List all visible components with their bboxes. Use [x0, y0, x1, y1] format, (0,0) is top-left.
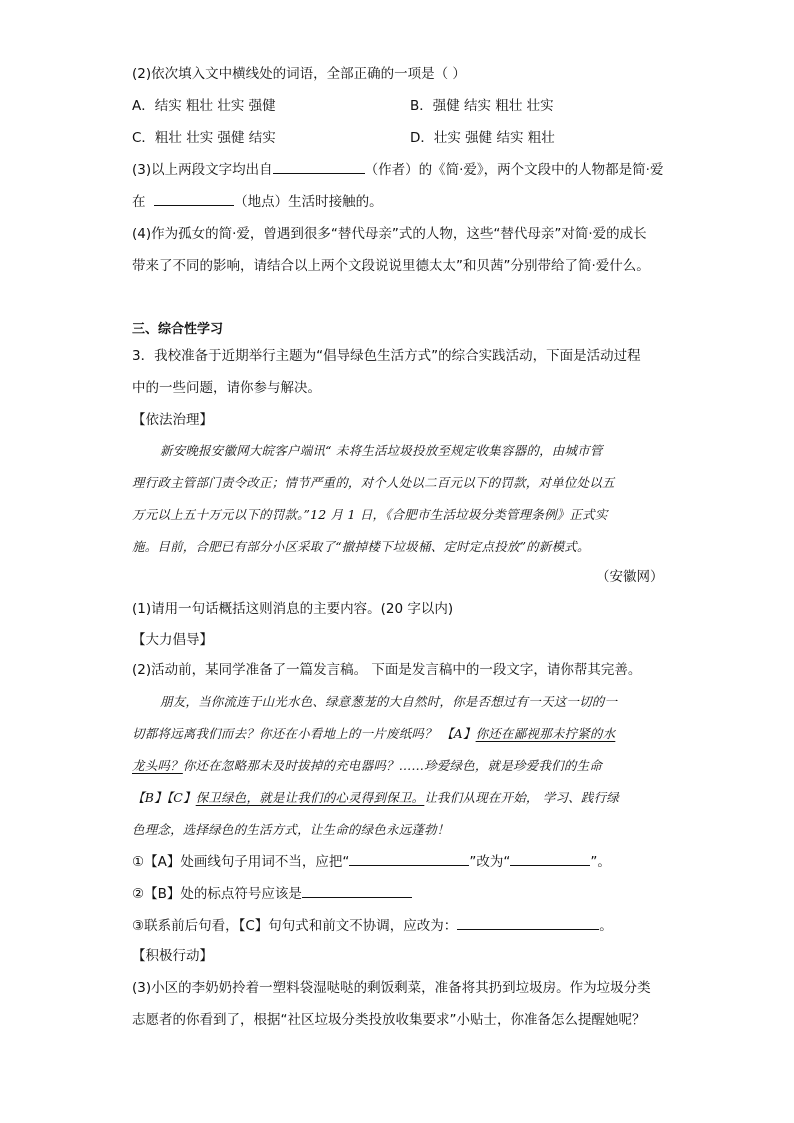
news-line-1: 新安晚报安徽网大皖客户端讯“ 未将生活垃圾投放至规定收集容器的，由城市管	[160, 443, 603, 458]
tag-action: 【积极行动】	[132, 948, 213, 964]
speech-line-1: 朋友，当你流连于山光水色、绿意葱茏的大自然时，你是否想过有一天这一切的一	[160, 694, 618, 709]
speech-marker-bc: 【B】【C】	[132, 790, 196, 805]
item-1	[132, 852, 611, 872]
q3-text-1: (3)以上两段文字均出自	[132, 162, 273, 178]
q2-option-c[interactable]: C．粗壮 壮实 强健 结实	[132, 130, 276, 146]
subquestion-3-line-2: 志愿者的你看到了，根据“社区垃圾分类投放收集要求”小贴士，你准备怎么提醒她呢？	[132, 1012, 646, 1028]
author-blank[interactable]	[273, 160, 365, 174]
subquestion-3-line-1: (3)小区的李奶奶拎着一塑料袋湿哒哒的剩饭剩菜，准备将其扔到垃圾房。作为垃圾分类	[132, 980, 651, 996]
location-blank[interactable]	[154, 192, 234, 206]
item-1-text-a: ①【A】处画线句子用词不当，应把“	[132, 854, 350, 870]
punctuation-blank[interactable]	[302, 884, 412, 898]
q3-text-4: （地点）生活时接触的。	[234, 194, 383, 210]
item-2-text: ②【B】处的标点符号应该是	[132, 886, 302, 902]
speech-text-2a: 切都将远离我们而去？你还在小看地上的一片废纸吗？ 【A】	[132, 726, 476, 741]
correct-word-blank[interactable]	[510, 852, 590, 866]
item-1-text-b: ”改为“	[469, 854, 511, 870]
item-3	[132, 916, 613, 936]
speech-text-3b: 你还在忽略那未及时拔掉的充电器吗？……珍爱绿色，就是珍爱我们的生命	[182, 758, 602, 773]
q3-text-3: 在	[132, 194, 146, 210]
q4-line1: (4)作为孤女的简·爱，曾遇到很多“替代母亲”式的人物，这些“替代母亲”对简·爱的成长	[132, 226, 647, 242]
rewrite-blank[interactable]	[457, 916, 599, 930]
q2-option-a[interactable]: A．结实 粗壮 壮实 强健	[132, 98, 276, 114]
item-1-text-c: ”。	[590, 854, 611, 870]
speech-line-4	[132, 788, 619, 808]
section-intro-1: 3．我校准备于近期举行主题为“倡导绿色生活方式”的综合实践活动，下面是活动过程	[132, 348, 641, 364]
tag-legal-governance: 【依法治理】	[132, 412, 213, 428]
news-line-2: 理行政主管部门责令改正；情节严重的，对个人处以二百元以下的罚款，对单位处以五	[132, 475, 615, 490]
tag-advocacy: 【大力倡导】	[132, 632, 213, 648]
news-line-3: 万元以上五十万元以下的罚款。”12 月 1 日，《合肥市生活垃圾分类管理条例》正式实	[132, 507, 608, 522]
q2-option-b[interactable]: B．强健 结实 粗壮 壮实	[410, 98, 554, 114]
subquestion-2: (2)活动前，某同学准备了一篇发言稿。 下面是发言稿中的一段文字，请你帮其完善。	[132, 662, 642, 678]
q4-line2: 带来了不同的影响，请结合以上两个文段说说里德太太”和贝茜”分别带给了简·爱什么。	[132, 258, 650, 274]
speech-text-4c: 让我们从现在开始， 学习、践行绿	[424, 790, 619, 805]
subquestion-1: (1)请用一句话概括这则消息的主要内容。(20 字以内)	[132, 601, 454, 617]
q3-line2	[132, 192, 383, 212]
underlined-sentence-a-end: 龙头吗？	[132, 758, 183, 773]
news-line-4: 施。目前，合肥已有部分小区采取了“撤掉楼下垃圾桶、定时定点投放”的新模式。	[132, 539, 590, 554]
underlined-sentence-c: 保卫绿色，就是让我们的心灵得到保卫。	[195, 790, 425, 805]
news-source: （安徽网）	[596, 569, 664, 585]
speech-line-3	[132, 756, 602, 776]
item-2	[132, 884, 412, 904]
item-3-end: 。	[599, 918, 613, 934]
underlined-sentence-a: 你还在鄙视那未拧紧的水	[475, 726, 616, 741]
q2-stem: (2)依次填入文中横线处的词语，全部正确的一项是（ ）	[132, 66, 466, 82]
speech-line-2	[132, 724, 615, 744]
speech-line-5: 色理念，选择绿色的生活方式，让生命的绿色永远蓬勃！	[132, 822, 450, 837]
section-heading: 三、综合性学习	[132, 322, 224, 337]
q2-option-d[interactable]: D．壮实 强健 结实 粗壮	[410, 130, 555, 146]
item-3-text: ③联系前后句看，【C】句句式和前文不协调，应改为：	[132, 918, 458, 934]
q3-line1	[132, 160, 663, 180]
q3-text-2: （作者）的《简·爱》，两个文段中的人物都是简·爱	[364, 162, 664, 178]
section-intro-2: 中的一些问题，请你参与解决。	[132, 380, 321, 396]
wrong-word-blank[interactable]	[349, 852, 469, 866]
